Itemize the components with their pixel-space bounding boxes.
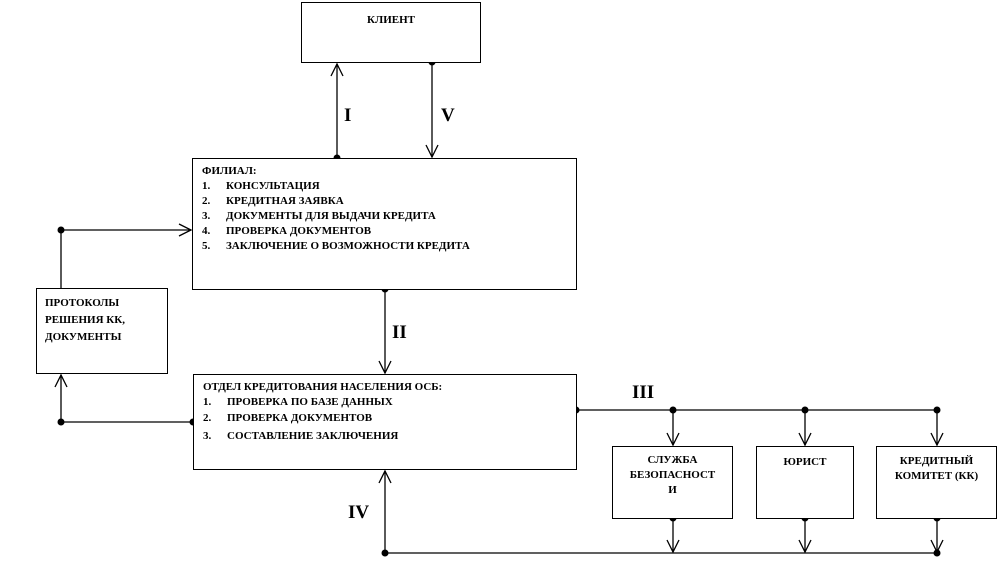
dot-lawyer-in (802, 407, 809, 414)
protocols-line-2: РЕШЕНИЯ КК, (45, 314, 125, 326)
list-item: 2. КРЕДИТНАЯ ЗАЯВКА (202, 195, 344, 207)
list-item: 4. ПРОВЕРКА ДОКУМЕНТОВ (202, 225, 372, 237)
client-label: КЛИЕНТ (367, 14, 415, 26)
client-box (301, 2, 481, 63)
list-item: 1. ПРОВЕРКА ПО БАЗЕ ДАННЫХ (203, 396, 393, 408)
lending-dept-items (203, 395, 576, 444)
list-item: 2. ПРОВЕРКА ДОКУМЕНТОВ (203, 412, 373, 424)
dot-committee-in (934, 407, 941, 414)
security-line-3: И (668, 484, 677, 496)
list-item: 1. КОНСУЛЬТАЦИЯ (202, 180, 320, 192)
stage-iii-label: III (632, 382, 655, 403)
dot-protocols-top (58, 227, 65, 234)
dot-security-in (670, 407, 677, 414)
committee-line-1: КРЕДИТНЫЙ (899, 455, 974, 467)
committee-line-2: КОМИТЕТ (КК) (894, 470, 979, 482)
security-box (612, 446, 733, 519)
lending-dept-box (193, 374, 577, 470)
protocols-line-3: ДОКУМЕНТЫ (45, 331, 122, 343)
lending-dept-title: ОТДЕЛ КРЕДИТОВАНИЯ НАСЕЛЕНИЯ ОСБ: (203, 381, 443, 393)
security-line-2: БЕЗОПАСНОСТ (629, 469, 716, 481)
branch-box (192, 158, 577, 290)
committee-box (876, 446, 997, 519)
list-item: 3. СОСТАВЛЕНИЕ ЗАКЛЮЧЕНИЯ (203, 430, 399, 442)
lawyer-label: ЮРИСТ (783, 456, 827, 468)
list-item: 3. ДОКУМЕНТЫ ДЛЯ ВЫДАЧИ КРЕДИТА (202, 210, 436, 222)
security-line-1: СЛУЖБА (647, 454, 698, 466)
list-item: 5. ЗАКЛЮЧЕНИЕ О ВОЗМОЖНОСТИ КРЕДИТА (202, 240, 470, 252)
protocols-line-1: ПРОТОКОЛЫ (45, 297, 120, 309)
branch-title: ФИЛИАЛ: (202, 165, 257, 177)
stage-i-label: I (344, 105, 352, 126)
lawyer-box (756, 446, 854, 519)
protocols-box (36, 288, 168, 374)
stage-v-label: V (441, 105, 455, 126)
branch-items (202, 179, 576, 254)
stage-iv-label: IV (348, 502, 370, 523)
dot-bus-end (934, 550, 941, 557)
stage-ii-label: II (392, 322, 407, 343)
dot-protocols-bottom (58, 419, 65, 426)
